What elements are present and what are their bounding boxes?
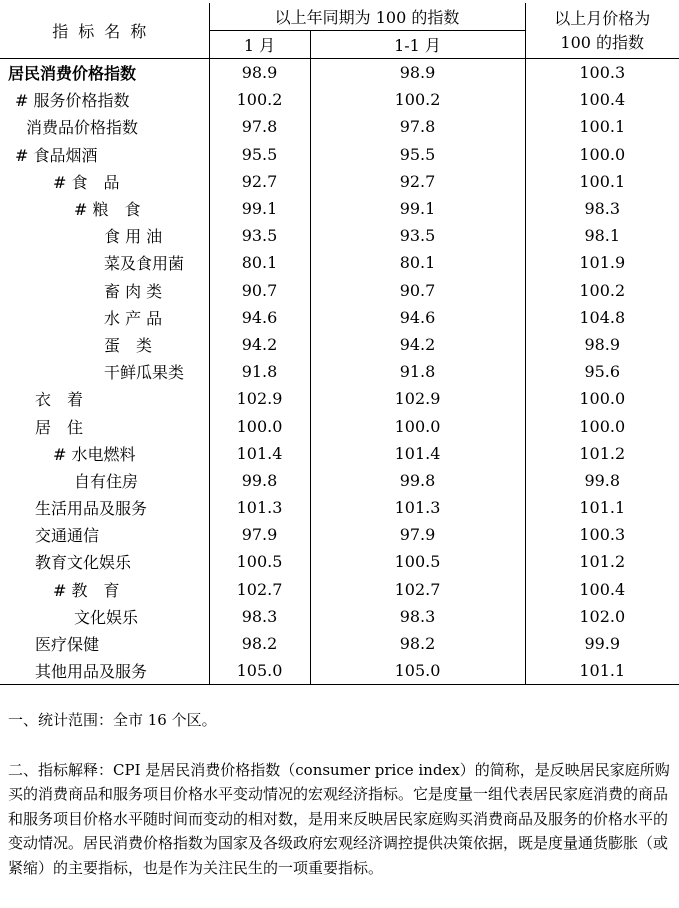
note-definition: 二、指标解释：CPI 是居民消费价格指数（consumer price index）的简称，是反映居民家庭所购买的消费商品和服务项目价格水平变动情况的宏观经济指标。它是度量一组代表居民家庭消费的商品和服务项目价格水平随时间而变动的相对数，是用来反映居民家庭购买消费商品及服务的价格水平的变动情况。居民消费价格指数为国家及各级政府宏观经济调控提供决策依据，既是度量通货膨胀（或紧缩）的主要指标，也是作为关注民生的一项重要指标。 <box>8 760 670 877</box>
indicator-name: 生活用品及服务 <box>0 494 209 521</box>
value-cumulative: 98.9 <box>310 59 525 87</box>
table-row <box>0 412 679 439</box>
table-row <box>0 141 679 168</box>
table-row <box>0 331 679 358</box>
indicator-name: 菜及食用菌 <box>0 249 209 276</box>
value-month: 99.8 <box>209 467 310 494</box>
value-cumulative: 102.9 <box>310 385 525 412</box>
value-mom: 102.0 <box>579 606 626 626</box>
table-row <box>0 603 679 630</box>
value-mom: 100.3 <box>579 525 626 545</box>
value-cumulative: 97.8 <box>310 113 525 140</box>
value-mom: 98.9 <box>584 334 621 354</box>
table-row <box>0 657 679 685</box>
value-mom: 100.0 <box>579 389 626 409</box>
table-body <box>0 59 679 685</box>
value-mom: 101.1 <box>525 657 679 685</box>
value-cumulative: 102.7 <box>310 576 525 603</box>
value-month: 92.7 <box>209 168 310 195</box>
indicator-name: 畜 肉 类 <box>0 277 209 304</box>
notes <box>8 708 672 880</box>
value-cumulative: 91.8 <box>310 358 525 385</box>
value-mom: 100.1 <box>579 117 626 137</box>
value-cumulative: 99.1 <box>310 195 525 222</box>
value-cumulative: 80.1 <box>310 249 525 276</box>
value-mom: 104.8 <box>579 307 626 327</box>
value-month: 97.8 <box>209 113 310 140</box>
value-cumulative: 93.5 <box>310 222 525 249</box>
indicator-name: 干鲜瓜果类 <box>0 358 209 385</box>
value-cumulative: 92.7 <box>310 168 525 195</box>
indicator-name: 教育文化娱乐 <box>0 548 209 575</box>
table-row <box>0 548 679 575</box>
value-cumulative: 100.2 <box>310 86 525 113</box>
indicator-name: # 水电燃料 <box>0 440 209 467</box>
value-month: 90.7 <box>209 277 310 304</box>
header-indicator-name: 指标名称 <box>0 3 209 59</box>
table-row <box>0 222 679 249</box>
table-row <box>0 440 679 467</box>
value-mom: 100.4 <box>579 90 626 110</box>
value-mom: 101.1 <box>579 498 626 518</box>
value-cumulative: 97.9 <box>310 521 525 548</box>
value-month: 102.7 <box>209 576 310 603</box>
value-mom: 99.8 <box>584 470 621 490</box>
table-row <box>0 195 679 222</box>
table-row <box>0 630 679 657</box>
value-month: 100.5 <box>209 548 310 575</box>
value-cumulative: 100.0 <box>310 412 525 439</box>
value-month: 97.9 <box>209 521 310 548</box>
table-header <box>0 3 679 59</box>
value-mom: 100.0 <box>579 144 626 164</box>
value-month: 100.0 <box>209 412 310 439</box>
header-month: 1 月 <box>209 31 310 59</box>
value-mom: 101.2 <box>579 552 626 572</box>
value-month: 98.3 <box>209 603 310 630</box>
indicator-name: 居 住 <box>0 412 209 439</box>
value-month: 98.2 <box>209 630 310 657</box>
table-row <box>0 467 679 494</box>
indicator-name: # 食品烟酒 <box>0 141 209 168</box>
indicator-name: 文化娱乐 <box>0 603 209 630</box>
table-row <box>0 304 679 331</box>
value-mom: 98.3 <box>584 199 621 219</box>
table-row <box>0 249 679 276</box>
value-month: 94.6 <box>209 304 310 331</box>
value-cumulative: 98.2 <box>310 630 525 657</box>
value-month: 94.2 <box>209 331 310 358</box>
table-row <box>0 358 679 385</box>
table-row <box>0 86 679 113</box>
value-month: 99.1 <box>209 195 310 222</box>
value-mom: 100.4 <box>579 579 626 599</box>
value-cumulative: 100.5 <box>310 548 525 575</box>
value-mom: 101.9 <box>579 253 626 273</box>
value-cumulative: 105.0 <box>310 657 525 685</box>
value-month: 95.5 <box>209 141 310 168</box>
table-row <box>0 576 679 603</box>
header-mom-text: 以上月价格为 100 的指数 <box>554 8 651 52</box>
value-mom: 99.9 <box>584 634 621 654</box>
indicator-name: 食 用 油 <box>0 222 209 249</box>
value-month: 80.1 <box>209 249 310 276</box>
value-mom: 98.1 <box>584 226 621 246</box>
value-cumulative: 95.5 <box>310 141 525 168</box>
value-cumulative: 90.7 <box>310 277 525 304</box>
table-row <box>0 385 679 412</box>
value-cumulative: 99.8 <box>310 467 525 494</box>
note-scope: 一、统计范围：全市 16 个区。 <box>8 711 217 729</box>
value-mom: 100.1 <box>579 171 626 191</box>
value-month: 105.0 <box>209 657 310 685</box>
table-row <box>0 168 679 195</box>
indicator-name: 衣 着 <box>0 385 209 412</box>
table-row <box>0 494 679 521</box>
value-cumulative: 101.4 <box>310 440 525 467</box>
indicator-name: # 服务价格指数 <box>0 86 209 113</box>
value-cumulative: 94.6 <box>310 304 525 331</box>
value-month: 101.3 <box>209 494 310 521</box>
indicator-name: 交通通信 <box>0 521 209 548</box>
value-mom: 100.3 <box>579 63 626 83</box>
value-month: 101.4 <box>209 440 310 467</box>
value-mom: 95.6 <box>584 362 621 382</box>
value-cumulative: 98.3 <box>310 603 525 630</box>
value-cumulative: 101.3 <box>310 494 525 521</box>
indicator-name: 居民消费价格指数 <box>0 59 209 87</box>
indicator-name: # 食 品 <box>0 168 209 195</box>
indicator-name: # 教 育 <box>0 576 209 603</box>
header-yoy-group: 以上年同期为 100 的指数 <box>209 3 525 31</box>
value-cumulative: 94.2 <box>310 331 525 358</box>
value-month: 102.9 <box>209 385 310 412</box>
value-month: 91.8 <box>209 358 310 385</box>
indicator-name: 蛋 类 <box>0 331 209 358</box>
value-month: 98.9 <box>209 59 310 87</box>
indicator-name: 自有住房 <box>0 467 209 494</box>
value-mom: 100.0 <box>579 416 626 436</box>
value-mom: 100.2 <box>579 280 626 300</box>
table-row <box>0 277 679 304</box>
value-mom: 101.2 <box>579 443 626 463</box>
header-cumulative: 1-1 月 <box>310 31 525 59</box>
indicator-name: 其他用品及服务 <box>0 657 209 685</box>
indicator-name: 水 产 品 <box>0 304 209 331</box>
value-month: 100.2 <box>209 86 310 113</box>
indicator-name: 消费品价格指数 <box>0 113 209 140</box>
table-row <box>0 59 679 87</box>
indicator-name: # 粮 食 <box>0 195 209 222</box>
header-mom <box>525 3 679 59</box>
table-row <box>0 113 679 140</box>
cpi-table <box>0 3 679 685</box>
table-row <box>0 521 679 548</box>
value-month: 93.5 <box>209 222 310 249</box>
indicator-name: 医疗保健 <box>0 630 209 657</box>
